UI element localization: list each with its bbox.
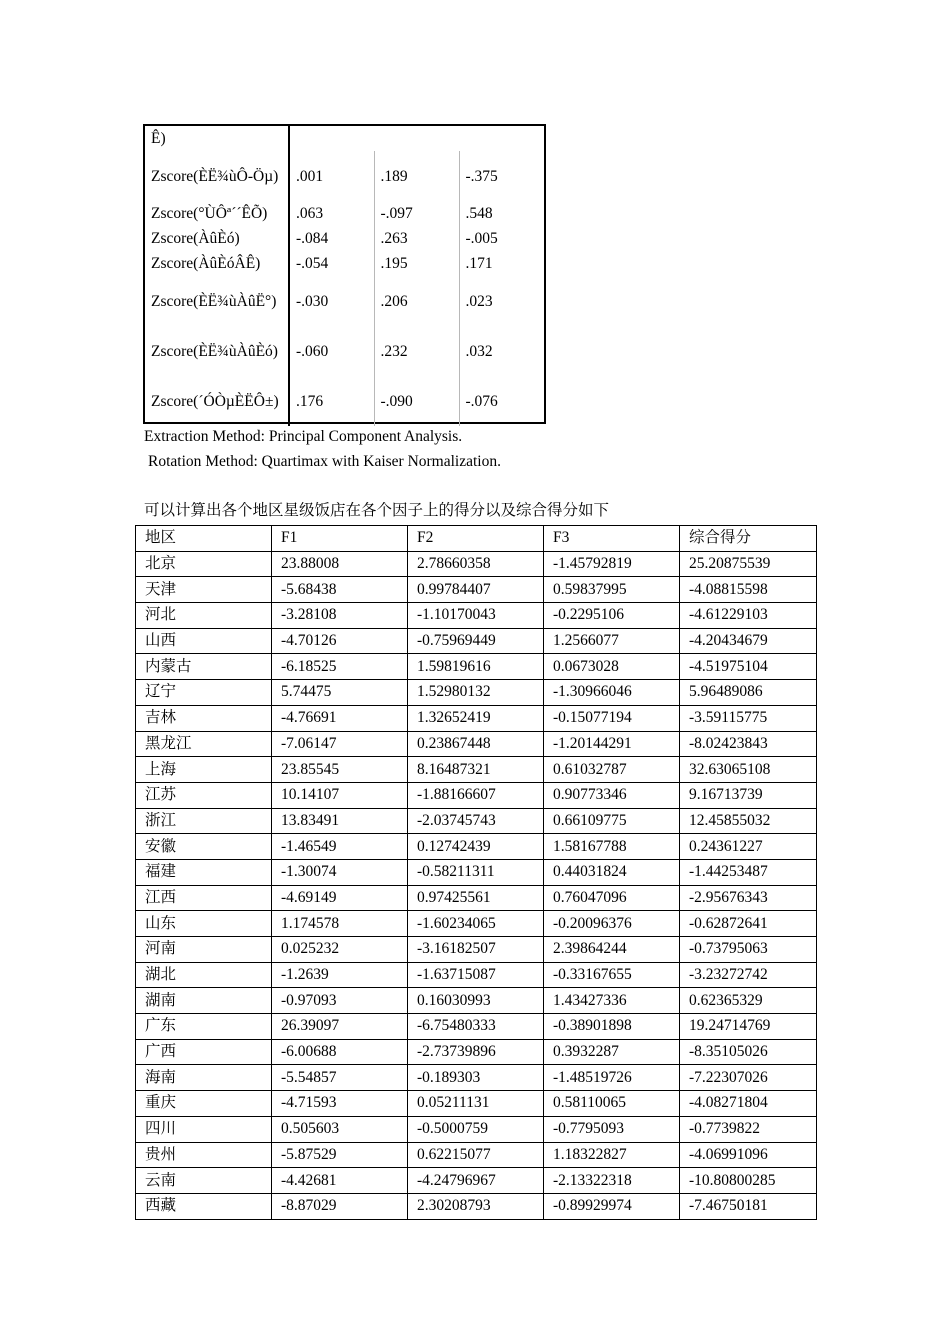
- score-cell: 0.3932287: [544, 1039, 680, 1065]
- score-cell: -1.63715087: [408, 962, 544, 988]
- scores-row: [136, 654, 817, 680]
- score-cell: 0.97425561: [408, 885, 544, 911]
- spss-row: [145, 326, 544, 376]
- scores-row: [136, 1065, 817, 1091]
- spss-coefficient-cell: .195: [374, 251, 459, 276]
- spss-coefficient-cell: .263: [374, 226, 459, 251]
- score-cell: -1.44253487: [680, 859, 817, 885]
- score-cell: 0.0673028: [544, 654, 680, 680]
- scores-row: [136, 834, 817, 860]
- score-cell: -4.51975104: [680, 654, 817, 680]
- scores-header-cell: 综合得分: [680, 526, 817, 552]
- region-cell: 广东: [136, 1014, 272, 1040]
- score-cell: 10.14107: [272, 782, 408, 808]
- spss-row: [145, 376, 544, 426]
- score-cell: 0.025232: [272, 937, 408, 963]
- score-cell: 0.05211131: [408, 1091, 544, 1117]
- score-cell: -0.58211311: [408, 859, 544, 885]
- score-cell: 23.88008: [272, 551, 408, 577]
- region-cell: 江西: [136, 885, 272, 911]
- scores-row: [136, 962, 817, 988]
- spss-row: [145, 226, 544, 251]
- region-cell: 云南: [136, 1168, 272, 1194]
- score-cell: -3.28108: [272, 603, 408, 629]
- scores-row: [136, 1193, 817, 1219]
- score-cell: -7.46750181: [680, 1193, 817, 1219]
- score-cell: 1.52980132: [408, 680, 544, 706]
- scores-row: [136, 782, 817, 808]
- scores-header-cell: F2: [408, 526, 544, 552]
- scores-row: [136, 1142, 817, 1168]
- region-cell: 四川: [136, 1116, 272, 1142]
- scores-row: [136, 1168, 817, 1194]
- spss-row-label: Zscore(ÈË¾ùÀûÈó): [145, 326, 289, 376]
- scores-row: [136, 937, 817, 963]
- spss-coefficient-cell: -.054: [289, 251, 374, 276]
- spss-row-fragment: [145, 126, 544, 151]
- score-cell: 1.174578: [272, 911, 408, 937]
- score-cell: 0.99784407: [408, 577, 544, 603]
- score-cell: 23.85545: [272, 757, 408, 783]
- rotation-method-note: Rotation Method: Quartimax with Kaiser Normalization.: [148, 453, 501, 470]
- score-cell: -0.62872641: [680, 911, 817, 937]
- score-cell: -4.08815598: [680, 577, 817, 603]
- score-cell: -2.03745743: [408, 808, 544, 834]
- score-cell: -4.71593: [272, 1091, 408, 1117]
- score-cell: 12.45855032: [680, 808, 817, 834]
- score-cell: -1.48519726: [544, 1065, 680, 1091]
- score-cell: -1.30966046: [544, 680, 680, 706]
- score-cell: -1.10170043: [408, 603, 544, 629]
- spss-table-body: [145, 126, 544, 426]
- region-cell: 湖北: [136, 962, 272, 988]
- score-cell: -1.60234065: [408, 911, 544, 937]
- score-cell: -7.06147: [272, 731, 408, 757]
- region-cell: 海南: [136, 1065, 272, 1091]
- score-cell: -2.95676343: [680, 885, 817, 911]
- score-cell: 8.16487321: [408, 757, 544, 783]
- score-cell: -1.2639: [272, 962, 408, 988]
- score-cell: 0.23867448: [408, 731, 544, 757]
- score-cell: 13.83491: [272, 808, 408, 834]
- scores-row: [136, 885, 817, 911]
- regional-scores-table: [135, 525, 817, 1220]
- score-cell: 2.30208793: [408, 1193, 544, 1219]
- region-cell: 浙江: [136, 808, 272, 834]
- scores-row: [136, 911, 817, 937]
- scores-row: [136, 808, 817, 834]
- spss-row-label: Zscore(´ÓÒµÈËÔ±): [145, 376, 289, 426]
- score-cell: -1.45792819: [544, 551, 680, 577]
- score-cell: -4.08271804: [680, 1091, 817, 1117]
- score-cell: 0.66109775: [544, 808, 680, 834]
- spss-coefficient-cell: .063: [289, 201, 374, 226]
- score-cell: -5.87529: [272, 1142, 408, 1168]
- score-cell: -2.13322318: [544, 1168, 680, 1194]
- score-cell: 2.39864244: [544, 937, 680, 963]
- score-cell: -1.20144291: [544, 731, 680, 757]
- spss-coefficient-cell: -.076: [465, 392, 498, 410]
- score-cell: -4.70126: [272, 628, 408, 654]
- score-cell: -0.20096376: [544, 911, 680, 937]
- score-cell: -4.61229103: [680, 603, 817, 629]
- scores-row: [136, 859, 817, 885]
- region-cell: 贵州: [136, 1142, 272, 1168]
- score-cell: 0.76047096: [544, 885, 680, 911]
- region-cell: 广西: [136, 1039, 272, 1065]
- score-cell: 9.16713739: [680, 782, 817, 808]
- region-cell: 内蒙古: [136, 654, 272, 680]
- score-cell: 0.505603: [272, 1116, 408, 1142]
- score-cell: -3.23272742: [680, 962, 817, 988]
- spss-coefficient-cell: .176: [289, 376, 374, 426]
- spss-row-label: Ê): [145, 126, 289, 151]
- spss-coefficient-cell: -.090: [374, 376, 459, 426]
- spss-row: [145, 151, 544, 201]
- score-cell: 1.43427336: [544, 988, 680, 1014]
- score-cell: -4.20434679: [680, 628, 817, 654]
- spss-coefficient-cell: .189: [374, 151, 459, 201]
- scores-row: [136, 1039, 817, 1065]
- score-cell: -4.76691: [272, 705, 408, 731]
- spss-row-label: Zscore(°ÙÔª´´ÊÕ): [145, 201, 289, 226]
- spss-cell: [374, 126, 459, 151]
- score-cell: -0.73795063: [680, 937, 817, 963]
- scores-row: [136, 1116, 817, 1142]
- spss-row: [145, 201, 544, 226]
- spss-coefficient-cell: -.084: [289, 226, 374, 251]
- scores-row: [136, 551, 817, 577]
- spss-coefficient-cell: -.097: [374, 201, 459, 226]
- spss-coefficient-cell: .232: [374, 326, 459, 376]
- score-cell: -0.15077194: [544, 705, 680, 731]
- score-cell: 2.78660358: [408, 551, 544, 577]
- scores-row: [136, 1014, 817, 1040]
- region-cell: 西藏: [136, 1193, 272, 1219]
- score-cell: -6.18525: [272, 654, 408, 680]
- score-cell: -0.2295106: [544, 603, 680, 629]
- scores-table-body: [136, 526, 817, 1220]
- scores-header-cell: 地区: [136, 526, 272, 552]
- scores-header-row: [136, 526, 817, 552]
- spss-coefficient-cell: -.005: [465, 230, 498, 247]
- spss-row-label: Zscore(ÈË¾ùÔ-Öµ): [145, 151, 289, 201]
- score-cell: -0.38901898: [544, 1014, 680, 1040]
- region-cell: 河北: [136, 603, 272, 629]
- score-cell: -3.59115775: [680, 705, 817, 731]
- score-cell: 0.16030993: [408, 988, 544, 1014]
- spss-coefficient-cell: -.375: [465, 167, 498, 185]
- score-cell: -0.5000759: [408, 1116, 544, 1142]
- score-cell: 0.62365329: [680, 988, 817, 1014]
- scores-row: [136, 757, 817, 783]
- spss-coefficient-cell: .023: [465, 292, 493, 310]
- score-cell: -6.00688: [272, 1039, 408, 1065]
- spss-coefficient-cell: .001: [289, 151, 374, 201]
- spss-cell: [459, 126, 544, 151]
- score-cell: 19.24714769: [680, 1014, 817, 1040]
- spss-row-label: Zscore(ÀûÈó): [145, 226, 289, 251]
- score-cell: -5.54857: [272, 1065, 408, 1091]
- region-cell: 上海: [136, 757, 272, 783]
- scores-row: [136, 603, 817, 629]
- score-cell: 0.44031824: [544, 859, 680, 885]
- score-cell: -8.87029: [272, 1193, 408, 1219]
- score-cell: -4.42681: [272, 1168, 408, 1194]
- score-cell: -0.89929974: [544, 1193, 680, 1219]
- spss-coefficient-cell: .548: [465, 205, 493, 222]
- spss-row-label: Zscore(ÈË¾ùÀûË°): [145, 276, 289, 326]
- region-cell: 黑龙江: [136, 731, 272, 757]
- scores-row: [136, 988, 817, 1014]
- region-cell: 天津: [136, 577, 272, 603]
- spss-cell: [289, 126, 374, 151]
- score-cell: -0.75969449: [408, 628, 544, 654]
- score-cell: -1.30074: [272, 859, 408, 885]
- scores-row: [136, 1091, 817, 1117]
- score-cell: 0.62215077: [408, 1142, 544, 1168]
- score-cell: 1.18322827: [544, 1142, 680, 1168]
- score-cell: 5.96489086: [680, 680, 817, 706]
- score-cell: -8.35105026: [680, 1039, 817, 1065]
- spss-coefficient-cell: .206: [374, 276, 459, 326]
- extraction-method-note: Extraction Method: Principal Component Analysis.: [144, 428, 463, 445]
- scores-row: [136, 731, 817, 757]
- spss-table: [145, 126, 544, 426]
- score-cell: -6.75480333: [408, 1014, 544, 1040]
- score-cell: 0.61032787: [544, 757, 680, 783]
- region-cell: 山西: [136, 628, 272, 654]
- score-cell: -1.46549: [272, 834, 408, 860]
- region-cell: 江苏: [136, 782, 272, 808]
- score-cell: 1.59819616: [408, 654, 544, 680]
- score-cell: -4.06991096: [680, 1142, 817, 1168]
- score-cell: -5.68438: [272, 577, 408, 603]
- region-cell: 重庆: [136, 1091, 272, 1117]
- score-cell: -2.73739896: [408, 1039, 544, 1065]
- scores-row: [136, 705, 817, 731]
- region-cell: 福建: [136, 859, 272, 885]
- region-cell: 辽宁: [136, 680, 272, 706]
- score-cell: -0.33167655: [544, 962, 680, 988]
- score-cell: -4.24796967: [408, 1168, 544, 1194]
- region-cell: 湖南: [136, 988, 272, 1014]
- score-cell: 5.74475: [272, 680, 408, 706]
- spss-row: [145, 276, 544, 326]
- scores-header-cell: F3: [544, 526, 680, 552]
- score-cell: 0.90773346: [544, 782, 680, 808]
- region-cell: 安徽: [136, 834, 272, 860]
- score-cell: 0.12742439: [408, 834, 544, 860]
- scores-row: [136, 577, 817, 603]
- component-score-coefficient-table: [143, 124, 546, 424]
- scores-row: [136, 680, 817, 706]
- score-cell: 25.20875539: [680, 551, 817, 577]
- region-cell: 吉林: [136, 705, 272, 731]
- region-cell: 山东: [136, 911, 272, 937]
- spss-row-label: Zscore(ÀûÈóÂÊ): [145, 251, 289, 276]
- score-cell: -0.97093: [272, 988, 408, 1014]
- score-cell: -7.22307026: [680, 1065, 817, 1091]
- score-cell: 1.58167788: [544, 834, 680, 860]
- score-cell: -8.02423843: [680, 731, 817, 757]
- scores-header-cell: F1: [272, 526, 408, 552]
- score-cell: -4.69149: [272, 885, 408, 911]
- spss-coefficient-cell: .171: [465, 255, 493, 272]
- region-cell: 河南: [136, 937, 272, 963]
- score-cell: 0.58110065: [544, 1091, 680, 1117]
- score-cell: 0.24361227: [680, 834, 817, 860]
- spss-coefficient-cell: .032: [465, 342, 493, 360]
- score-cell: -1.88166607: [408, 782, 544, 808]
- spss-coefficient-cell: -.060: [289, 326, 374, 376]
- score-cell: -0.7795093: [544, 1116, 680, 1142]
- spss-coefficient-cell: -.030: [289, 276, 374, 326]
- score-cell: -3.16182507: [408, 937, 544, 963]
- score-cell: 1.32652419: [408, 705, 544, 731]
- score-cell: -0.189303: [408, 1065, 544, 1091]
- spss-row: [145, 251, 544, 276]
- score-cell: -0.7739822: [680, 1116, 817, 1142]
- score-cell: 26.39097: [272, 1014, 408, 1040]
- scores-row: [136, 628, 817, 654]
- score-cell: 32.63065108: [680, 757, 817, 783]
- score-cell: 1.2566077: [544, 628, 680, 654]
- score-cell: -10.80800285: [680, 1168, 817, 1194]
- region-cell: 北京: [136, 551, 272, 577]
- score-cell: 0.59837995: [544, 577, 680, 603]
- intro-paragraph: 可以计算出各个地区星级饭店在各个因子上的得分以及综合得分如下: [144, 502, 610, 519]
